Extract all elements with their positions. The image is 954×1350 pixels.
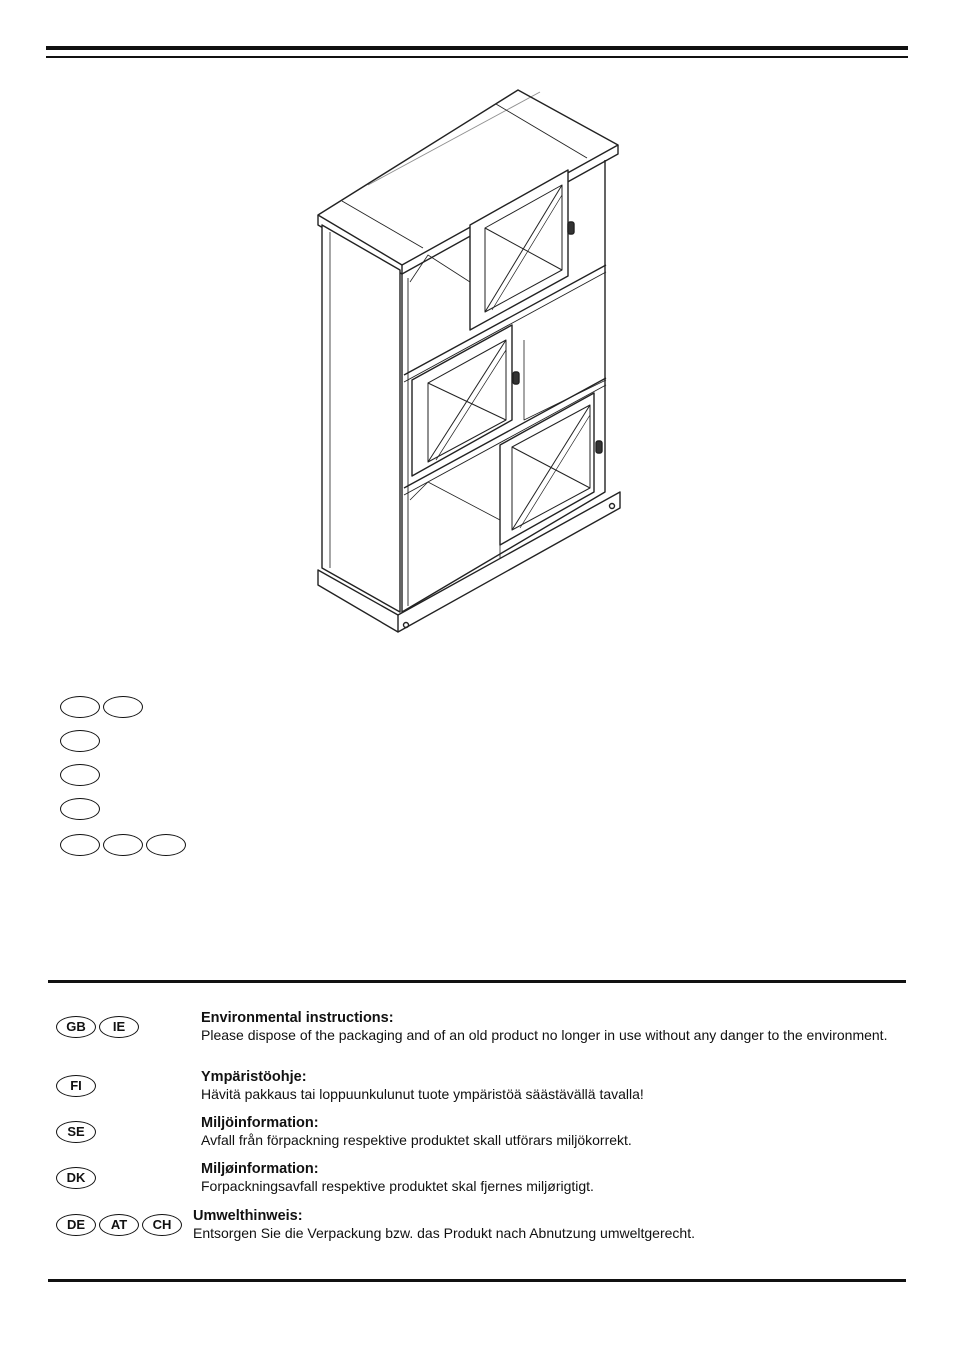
empty-badge: [103, 696, 143, 718]
env-title: Environmental instructions:: [201, 1010, 394, 1026]
env-body: Please dispose of the packaging and of an old product no longer in use without any danger to the environment.: [201, 1027, 888, 1043]
top-rule-thick: [46, 46, 908, 50]
env-title: Miljøinformation:: [201, 1161, 319, 1177]
cabinet-illustration: [300, 80, 640, 650]
country-badge-gb: GB: [56, 1016, 96, 1038]
top-rule-thin: [46, 56, 908, 58]
env-title: Ympäristöohje:: [201, 1069, 307, 1085]
badge-row: [60, 834, 189, 856]
empty-badge: [60, 696, 100, 718]
empty-badge: [103, 834, 143, 856]
country-badge-at: AT: [99, 1214, 139, 1236]
env-body: Entsorgen Sie die Verpackung bzw. das Produkt nach Abnutzung umweltgerecht.: [193, 1225, 695, 1241]
env-body: Avfall från förpackning respektive produktet skall utförars miljökorrekt.: [201, 1132, 632, 1148]
empty-badge: [60, 798, 100, 820]
empty-badge: [60, 764, 100, 786]
env-title: Umwelthinweis:: [193, 1208, 303, 1224]
badge-row: [60, 730, 103, 752]
country-badge-fi: FI: [56, 1075, 96, 1097]
section-divider: [48, 980, 906, 983]
country-badge-ch: CH: [142, 1214, 182, 1236]
badge-row: [60, 798, 103, 820]
bottom-rule: [48, 1279, 906, 1282]
env-title: Miljöinformation:: [201, 1115, 319, 1131]
badge-row: [60, 764, 103, 786]
empty-badge: [60, 730, 100, 752]
empty-badge: [60, 834, 100, 856]
env-body: Hävitä pakkaus tai loppuunkulunut tuote ympäristöä säästävällä tavalla!: [201, 1086, 644, 1102]
badge-row: [60, 696, 146, 718]
country-badge-dk: DK: [56, 1167, 96, 1189]
country-badge-de: DE: [56, 1214, 96, 1236]
country-badge-ie: IE: [99, 1016, 139, 1038]
empty-badge: [146, 834, 186, 856]
env-body: Forpackningsavfall respektive produktet skal fjernes miljørigtigt.: [201, 1178, 594, 1194]
country-badge-se: SE: [56, 1121, 96, 1143]
